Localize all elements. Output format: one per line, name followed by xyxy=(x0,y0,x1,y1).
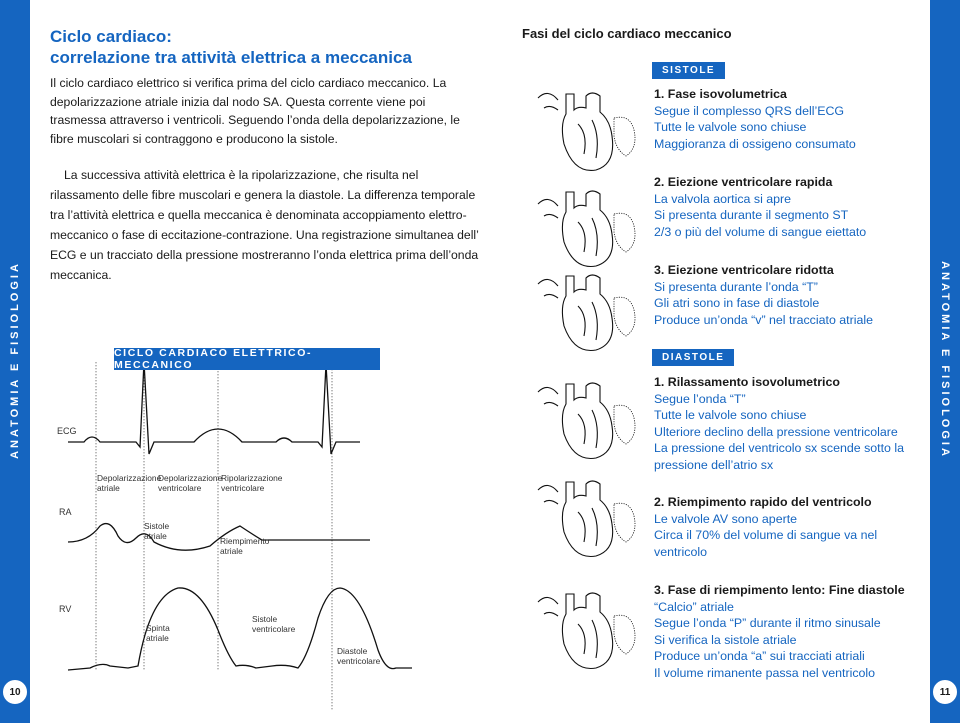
phase-block-diastole-2 xyxy=(654,494,924,560)
phase-title: 2. Eiezione ventricolare rapida xyxy=(654,175,833,189)
phase-line: Si presenta durante il segmento ST xyxy=(654,208,849,223)
label-diastole-vent-1: Diastole xyxy=(337,646,368,656)
right-page-heading: Fasi del ciclo cardiaco meccanico xyxy=(522,26,732,41)
phase-line: Circa il 70% del volume di sangue va nel ventricolo xyxy=(654,528,878,559)
vessel-line xyxy=(544,106,558,110)
phase-line: Produce un’onda “a” sui tracciati atriali xyxy=(654,649,865,664)
phase-line: Si verifica la sistole atriale xyxy=(654,632,797,647)
ra-label: RA xyxy=(59,507,72,517)
left-side-strip xyxy=(0,0,30,723)
phase-line: Maggioranza di ossigeno consumato xyxy=(654,136,856,151)
vessel-line xyxy=(538,597,558,604)
electro-mechanical-diagram xyxy=(40,350,510,720)
label-systole-atrial-2: atriale xyxy=(144,531,167,541)
vessel-line xyxy=(544,294,558,298)
second-paragraph-body: rilassamento delle fibre muscolari e genera la diastole. La differenza temporale tra l’attività elettrica e quella meccanica è denominata accoppiamento elettro-meccanico o fase di eccitazione-contrazione. Una registrazione simultanea dell’ ECG e un tracciato della pressione mostreranno l’onda elettrica prima dell’onda meccanica. xyxy=(50,188,479,282)
label-depol-vent-2: ventricolare xyxy=(158,483,202,493)
heart-illustration-5 xyxy=(530,470,642,566)
phase-title: 1. Rilassamento isovolumetrico xyxy=(654,375,840,389)
title-line-2: correlazione tra attività elettrica a meccanica xyxy=(50,48,412,67)
title-line-1: Ciclo cardiaco: xyxy=(50,27,172,46)
vessel-line xyxy=(544,214,558,218)
phase-line: Produce un’onda “v” nel tracciato atriale xyxy=(654,312,874,327)
second-paragraph xyxy=(50,165,480,285)
heart-illustration-1 xyxy=(530,84,642,180)
heart-illustration-2 xyxy=(530,180,642,276)
phase-block-systole-2 xyxy=(654,174,924,240)
lung-shape xyxy=(614,405,635,444)
left-side-label: ANATOMIA E FISIOLOGIA xyxy=(9,261,21,459)
lung-shape xyxy=(614,117,635,156)
label-repol-vent-2: ventricolare xyxy=(221,483,265,493)
heart-illustration-6 xyxy=(530,582,642,678)
vessel-line xyxy=(538,485,558,492)
lung-shape xyxy=(614,615,635,654)
heart-outline xyxy=(562,593,612,669)
phase-line: Gli atri sono in fase di diastole xyxy=(654,296,820,311)
heart-outline xyxy=(562,275,612,351)
phase-line: 2/3 o più del volume di sangue eiettato xyxy=(654,224,867,239)
phase-block-diastole-1 xyxy=(654,374,924,474)
vessel-line xyxy=(538,93,558,100)
lung-shape xyxy=(614,213,635,252)
label-depol-vent-1: Depolarizzazione xyxy=(158,473,223,483)
diagram-banner: CICLO CARDIACO ELETTRICO-MECCANICO xyxy=(114,348,380,370)
rv-label: RV xyxy=(59,604,72,614)
phase-line: Segue il complesso QRS dell’ECG xyxy=(654,103,845,118)
phase-line: Le valvole AV sono aperte xyxy=(654,511,798,526)
right-side-strip xyxy=(930,0,960,723)
label-filling-atrial-1: Riempimento xyxy=(220,536,270,546)
vessel-line xyxy=(544,402,558,406)
phase-line: Tutte le valvole sono chiuse xyxy=(654,120,807,135)
phase-line: Il volume rimanente passa nel ventricolo xyxy=(654,665,876,680)
phase-line: Segue l’onda “P” durante il ritmo sinusale xyxy=(654,616,881,631)
label-repol-vent-1: Ripolarizzazione xyxy=(221,473,283,483)
vessel-line xyxy=(538,279,558,286)
phase-block-systole-3 xyxy=(654,262,924,328)
ecg-label: ECG xyxy=(57,426,77,436)
phase-line: La pressione del ventricolo sx scende sotto la pressione dell’atrio sx xyxy=(654,441,905,472)
label-spinta-atrial-1: Spinta xyxy=(146,623,170,633)
phase-line: Si presenta durante l’onda “T” xyxy=(654,279,818,294)
second-paragraph-first-line: La successiva attività elettrica è la ripolarizzazione, che risulta nel xyxy=(64,168,419,182)
phase-line: Segue l’onda “T” xyxy=(654,391,746,406)
diastole-tag: DIASTOLE xyxy=(652,349,734,366)
systole-tag: SISTOLE xyxy=(652,62,725,79)
left-page-number: 10 xyxy=(2,679,28,705)
right-side-label: ANATOMIA E FISIOLOGIA xyxy=(939,261,951,459)
label-systole-vent-1: Sistole xyxy=(252,614,278,624)
phase-title: 3. Fase di riempimento lento: Fine diastole xyxy=(654,583,905,597)
heart-outline xyxy=(562,481,612,557)
phase-line: La valvola aortica si apre xyxy=(654,191,792,206)
phase-line: Ulteriore declino della pressione ventricolare xyxy=(654,424,898,439)
phase-line: “Calcio” atriale xyxy=(654,599,734,614)
vessel-line xyxy=(544,500,558,504)
heart-illustration-3 xyxy=(530,264,642,360)
vessel-line xyxy=(538,387,558,394)
label-spinta-atrial-2: atriale xyxy=(146,633,169,643)
phase-title: 2. Riempimento rapido del ventricolo xyxy=(654,495,872,509)
intro-paragraph: Il ciclo cardiaco elettrico si verifica prima del ciclo cardiaco meccanico. La depolarizzazione atriale inizia dal nodo SA. Questa corrente viene poi trasmessa attraverso i ventricoli. Seguendo l’onda della depolarizzazione, le fibre muscolari si contraggono e producono la sistole. xyxy=(50,76,460,146)
lung-shape xyxy=(614,297,635,336)
phase-title: 3. Eiezione ventricolare ridotta xyxy=(654,263,834,277)
heart-outline xyxy=(562,191,612,267)
label-filling-atrial-2: atriale xyxy=(220,546,243,556)
right-page-number: 11 xyxy=(932,679,958,705)
vessel-line xyxy=(538,199,558,206)
label-systole-atrial-1: Sistole xyxy=(144,521,170,531)
label-diastole-vent-2: ventricolare xyxy=(337,656,381,666)
label-depol-atrial-1: Depolarizzazione xyxy=(97,473,162,483)
label-depol-atrial-2: atriale xyxy=(97,483,120,493)
phase-block-diastole-3 xyxy=(654,582,924,682)
vessel-line xyxy=(544,612,558,616)
lung-shape xyxy=(614,503,635,542)
ecg-trace xyxy=(68,362,360,454)
phase-line: Tutte le valvole sono chiuse xyxy=(654,408,807,423)
heart-illustration-4 xyxy=(530,372,642,468)
phase-title: 1. Fase isovolumetrica xyxy=(654,87,787,101)
ra-pressure-trace xyxy=(68,524,370,551)
label-systole-vent-2: ventricolare xyxy=(252,624,296,634)
heart-outline xyxy=(562,383,612,459)
phase-block-systole-1 xyxy=(654,86,924,152)
page-title xyxy=(50,26,412,68)
heart-outline xyxy=(562,93,612,170)
